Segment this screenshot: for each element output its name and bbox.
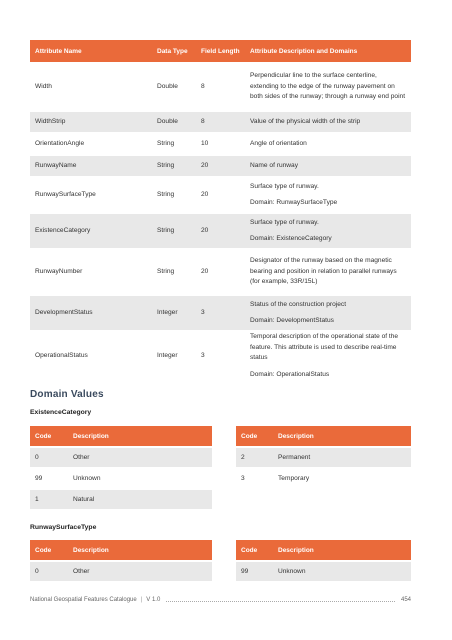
data-type-cell: Integer	[152, 296, 196, 330]
footer-dot-leader	[166, 601, 395, 602]
description-line: Perpendicular line to the surface centerline, extending to the edge of the runway pavement on both sides of the runway; through a runway end point	[250, 72, 406, 101]
data-type-cell: String	[152, 156, 196, 176]
description-line: Status of the construction project	[250, 300, 347, 308]
table-row	[30, 469, 212, 488]
table-header-row	[30, 540, 212, 560]
description-line: Domain: OperationalStatus	[250, 370, 330, 378]
description-header: Description	[68, 426, 212, 446]
field-length-cell: 20	[196, 214, 245, 248]
attribute-name-cell: OperationalStatus	[35, 351, 88, 359]
description-line: Domain: ExistenceCategory	[250, 235, 332, 242]
page-footer	[30, 597, 411, 603]
surface-table-left	[30, 538, 212, 583]
field-length-cell: 20	[201, 190, 209, 198]
attribute-name-cell: Width	[35, 82, 52, 90]
description-cell	[245, 250, 411, 294]
header-attribute-name: Attribute Name	[30, 40, 152, 62]
existence-table-left	[30, 424, 212, 511]
description-cell	[245, 178, 411, 212]
description-cell: Natural	[68, 490, 212, 509]
attribute-section	[30, 38, 411, 382]
description-cell	[245, 332, 411, 380]
data-type-cell: Double	[152, 112, 196, 132]
table-header-row	[236, 540, 411, 560]
description-line: Domain: RunwaySurfaceType	[250, 199, 338, 206]
code-cell: 0	[30, 448, 68, 467]
description-header: Description	[273, 426, 411, 446]
attribute-name-cell: RunwaySurfaceType	[35, 190, 96, 198]
table-row	[236, 448, 411, 467]
footer-catalogue-name: National Geospatial Features Catalogue	[30, 597, 137, 603]
table-row	[236, 562, 411, 581]
table-row	[30, 490, 212, 509]
attribute-table	[30, 38, 411, 382]
code-cell: 0	[30, 562, 68, 581]
code-header: Code	[30, 426, 68, 446]
description-header: Description	[273, 540, 411, 560]
footer-version: V 1.0	[146, 597, 161, 603]
table-row	[30, 250, 411, 294]
table-row	[30, 178, 411, 212]
table-header-row	[236, 426, 411, 446]
data-type-cell: String	[157, 139, 175, 147]
description-cell: Other	[68, 562, 212, 581]
attribute-name-cell: OrientationAngle	[35, 139, 85, 147]
data-type-cell: Integer	[157, 351, 178, 359]
domain-values-title: Domain Values	[30, 389, 104, 400]
code-header: Code	[30, 540, 68, 560]
code-header: Code	[236, 540, 273, 560]
attribute-name-cell: WidthStrip	[30, 112, 152, 132]
existence-category-title: ExistenceCategory	[30, 409, 92, 416]
description-cell: Permanent	[273, 448, 411, 467]
header-data-type: Data Type	[152, 40, 196, 62]
description-line: Temporal description of the operational state of the feature. This attribute is used to describe real-time status	[250, 333, 399, 361]
field-length-cell: 3	[201, 351, 205, 359]
header-description: Attribute Description and Domains	[245, 40, 411, 62]
table-row	[30, 156, 411, 176]
table-row	[30, 134, 411, 154]
table-row	[30, 214, 411, 248]
table-row	[30, 332, 411, 380]
table-row	[30, 64, 411, 110]
table-row	[30, 112, 411, 132]
description-line: Surface type of runway.	[250, 182, 319, 190]
field-length-cell: 3	[196, 296, 245, 330]
data-type-cell: String	[152, 214, 196, 248]
description-line: Angle of orientation	[250, 139, 307, 147]
description-line: Designator of the runway based on the magnetic bearing and position in relation to parallel runways (for example, 33R/15L)	[250, 257, 397, 286]
surface-table-right	[236, 538, 411, 583]
description-cell	[245, 296, 411, 330]
footer-separator: |	[140, 597, 143, 603]
table-row	[30, 562, 212, 581]
code-cell: 99	[35, 475, 43, 482]
description-cell	[245, 214, 411, 248]
code-cell: 2	[236, 448, 273, 467]
table-row	[236, 469, 411, 488]
table-row	[30, 296, 411, 330]
field-length-cell: 20	[196, 156, 245, 176]
data-type-cell: Double	[157, 82, 178, 90]
code-cell: 99	[236, 562, 273, 581]
code-cell: 1	[30, 490, 68, 509]
description-cell: Temporary	[278, 475, 310, 482]
existence-table-right	[236, 424, 411, 490]
field-length-cell: 8	[201, 82, 205, 90]
code-cell: 3	[241, 475, 245, 482]
code-header: Code	[236, 426, 273, 446]
field-length-cell: 20	[201, 267, 209, 275]
description-cell	[245, 156, 411, 176]
field-length-cell: 10	[201, 139, 209, 147]
description-cell	[245, 134, 411, 154]
description-cell: Unknown	[73, 475, 101, 482]
description-cell	[245, 64, 411, 110]
description-header: Description	[68, 540, 212, 560]
attribute-name-cell: RunwayNumber	[35, 267, 83, 275]
description-cell: Unknown	[273, 562, 411, 581]
attribute-name-cell: RunwayName	[30, 156, 152, 176]
description-line: Name of runway	[250, 161, 299, 169]
description-line: Domain: DevelopmentStatus	[250, 317, 334, 324]
runway-surface-type-title: RunwaySurfaceType	[30, 524, 97, 531]
description-cell: Other	[68, 448, 212, 467]
header-field-length: Field Length	[196, 40, 245, 62]
data-type-cell: String	[157, 190, 175, 198]
attribute-table-header	[30, 40, 411, 62]
table-header-row	[30, 426, 212, 446]
field-length-cell: 8	[196, 112, 245, 132]
description-line: Surface type of runway.	[250, 218, 319, 226]
table-row	[30, 448, 212, 467]
data-type-cell: String	[157, 267, 175, 275]
attribute-name-cell: ExistenceCategory	[30, 214, 152, 248]
page-number: 454	[400, 597, 411, 603]
attribute-name-cell: DevelopmentStatus	[30, 296, 152, 330]
description-cell	[245, 112, 411, 132]
description-line: Value of the physical width of the strip	[250, 117, 361, 125]
